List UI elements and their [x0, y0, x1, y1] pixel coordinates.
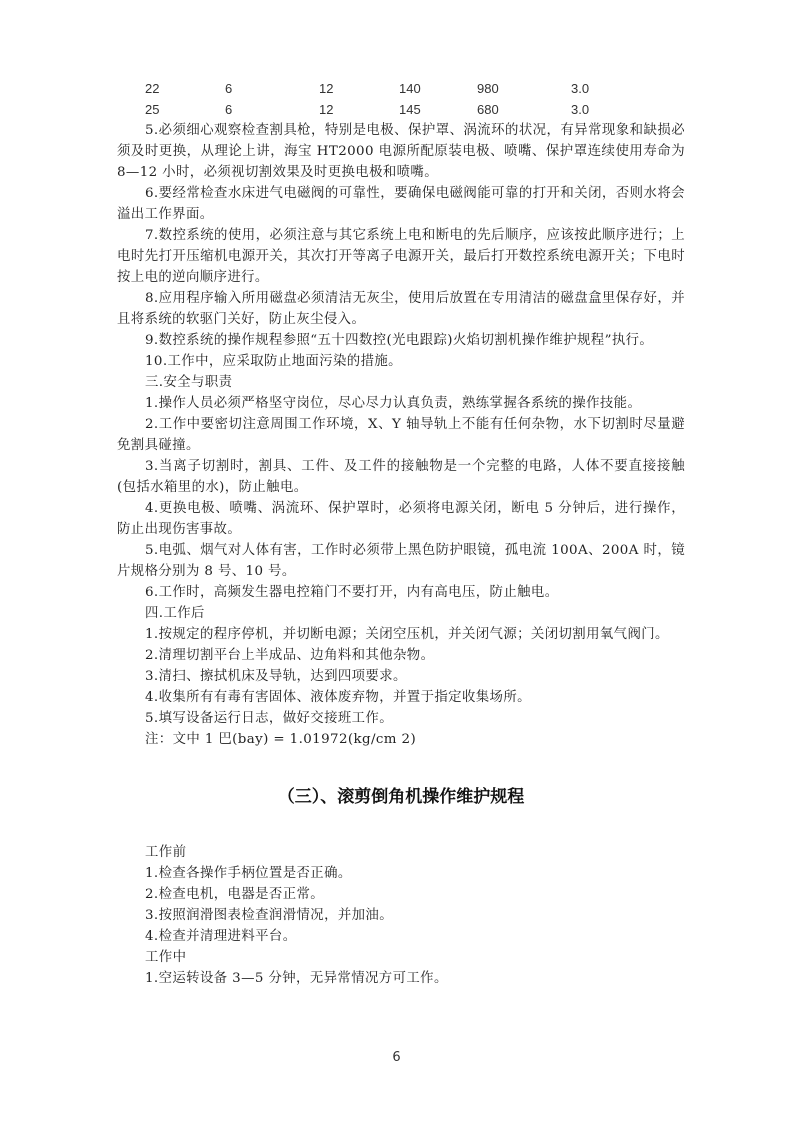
paragraph-item-9: 9.数控系统的操作规程参照“五十四数控(光电跟踪)火焰切割机操作维护规程”执行。	[145, 333, 654, 348]
during-work-heading: 工作中	[145, 950, 187, 965]
paragraph-item-8: 8.应用程序输入所用磁盘必须清洁无灰尘，使用后放置在专用清洁的磁盘盒里保存好，并且将系统的软驱门关好，防止灰尘侵入。	[117, 291, 685, 327]
before-work-item-1: 1.检查各操作手柄位置是否正确。	[145, 866, 352, 881]
table-cell: 6	[225, 102, 233, 117]
table-cell: 3.0	[571, 102, 590, 117]
table-cell: 980	[477, 81, 499, 96]
document-page	[117, 78, 685, 989]
table-cell: 12	[319, 102, 334, 117]
safety-heading: 三.安全与职责	[145, 375, 233, 390]
table-cell: 25	[145, 102, 160, 117]
paragraph-item-5: 5.必须细心观察检查割具枪，特别是电极、保护罩、涡流环的状况，有异常现象和缺损必须及时更换，从理论上讲，海宝 HT2000 电源所配原装电极、喷嘴、保护罩连续使用寿命为 8—12 小时，必须视切割效果及时更换电极和喷嘴。	[117, 123, 685, 180]
page-number: 6	[392, 1050, 401, 1065]
safety-item-6: 6.工作时，高频发生器电控箱门不要打开，内有高电压，防止触电。	[145, 585, 559, 600]
table-cell: 3.0	[571, 81, 590, 96]
before-work-item-4: 4.检查并清理进料平台。	[145, 929, 297, 944]
table-row	[117, 78, 685, 99]
safety-item-2: 2.工作中要密切注意周围工作环境，X、Y 轴导轨上不能有任何杂物，水下切割时尽量避免割具碰撞。	[117, 417, 685, 453]
paragraph-item-6: 6.要经常检查水床进气电磁阀的可靠性，要确保电磁阀能可靠的打开和关闭，否则水将会溢出工作界面。	[117, 186, 685, 222]
after-work-heading: 四.工作后	[145, 606, 205, 621]
before-work-item-2: 2.检查电机，电器是否正常。	[145, 887, 325, 902]
table-cell: 12	[319, 81, 334, 96]
table-cell: 6	[225, 81, 233, 96]
safety-item-5: 5.电弧、烟气对人体有害，工作时必须带上黑色防护眼镜，孤电流 100A、200A 时，镜片规格分别为 8 号、10 号。	[117, 543, 685, 579]
paragraph-item-7: 7.数控系统的使用，必须注意与其它系统上电和断电的先后顺序，应该按此顺序进行；上电时先打开压缩机电源开关，其次打开等离子电源开关，最后打开数控系统电源开关；下电时按上电的逆向顺序进行。	[117, 228, 685, 285]
safety-item-1: 1.操作人员必须严格坚守岗位，尽心尽力认真负责，熟练掌握各系统的操作技能。	[145, 396, 642, 411]
table-cell: 680	[477, 102, 499, 117]
table-cell: 140	[399, 81, 421, 96]
paragraph-item-10: 10.工作中，应采取防止地面污染的措施。	[145, 354, 402, 369]
after-work-item-3: 3.清扫、擦拭机床及导轨，达到四项要求。	[145, 669, 407, 684]
before-work-item-3: 3.按照润滑图表检查润滑情况，并加油。	[145, 908, 394, 923]
table-row	[117, 99, 685, 120]
after-work-item-2: 2.清理切割平台上半成品、边角料和其他杂物。	[145, 648, 435, 663]
safety-item-4: 4.更换电极、喷嘴、涡流环、保护罩时，必须将电源关闭，断电 5 分钟后，进行操作，防止出现伤害事故。	[117, 501, 685, 537]
unit-note: 注：文中 1 巴(bay) = 1.01972(kg/cm 2)	[145, 732, 417, 747]
table-cell: 145	[399, 102, 421, 117]
before-work-heading: 工作前	[145, 845, 187, 860]
section-title: （三）、滚剪倒角机操作维护规程	[277, 787, 525, 807]
table-cell: 22	[145, 81, 160, 96]
during-work-item-1: 1.空运转设备 3—5 分钟，无异常情况方可工作。	[145, 971, 448, 986]
safety-item-3: 3.当离子切割时，割具、工件、及工件的接触物是一个完整的电路，人体不要直接接触(包括水箱里的水)，防止触电。	[117, 459, 685, 495]
after-work-item-4: 4.收集所有有毒有害固体、液体废弃物，并置于指定收集场所。	[145, 690, 531, 705]
after-work-item-1: 1.按规定的程序停机，并切断电源；关闭空压机，并关闭气源；关闭切割用氧气阀门。	[145, 627, 669, 642]
after-work-item-5: 5.填写设备运行日志，做好交接班工作。	[145, 711, 394, 726]
